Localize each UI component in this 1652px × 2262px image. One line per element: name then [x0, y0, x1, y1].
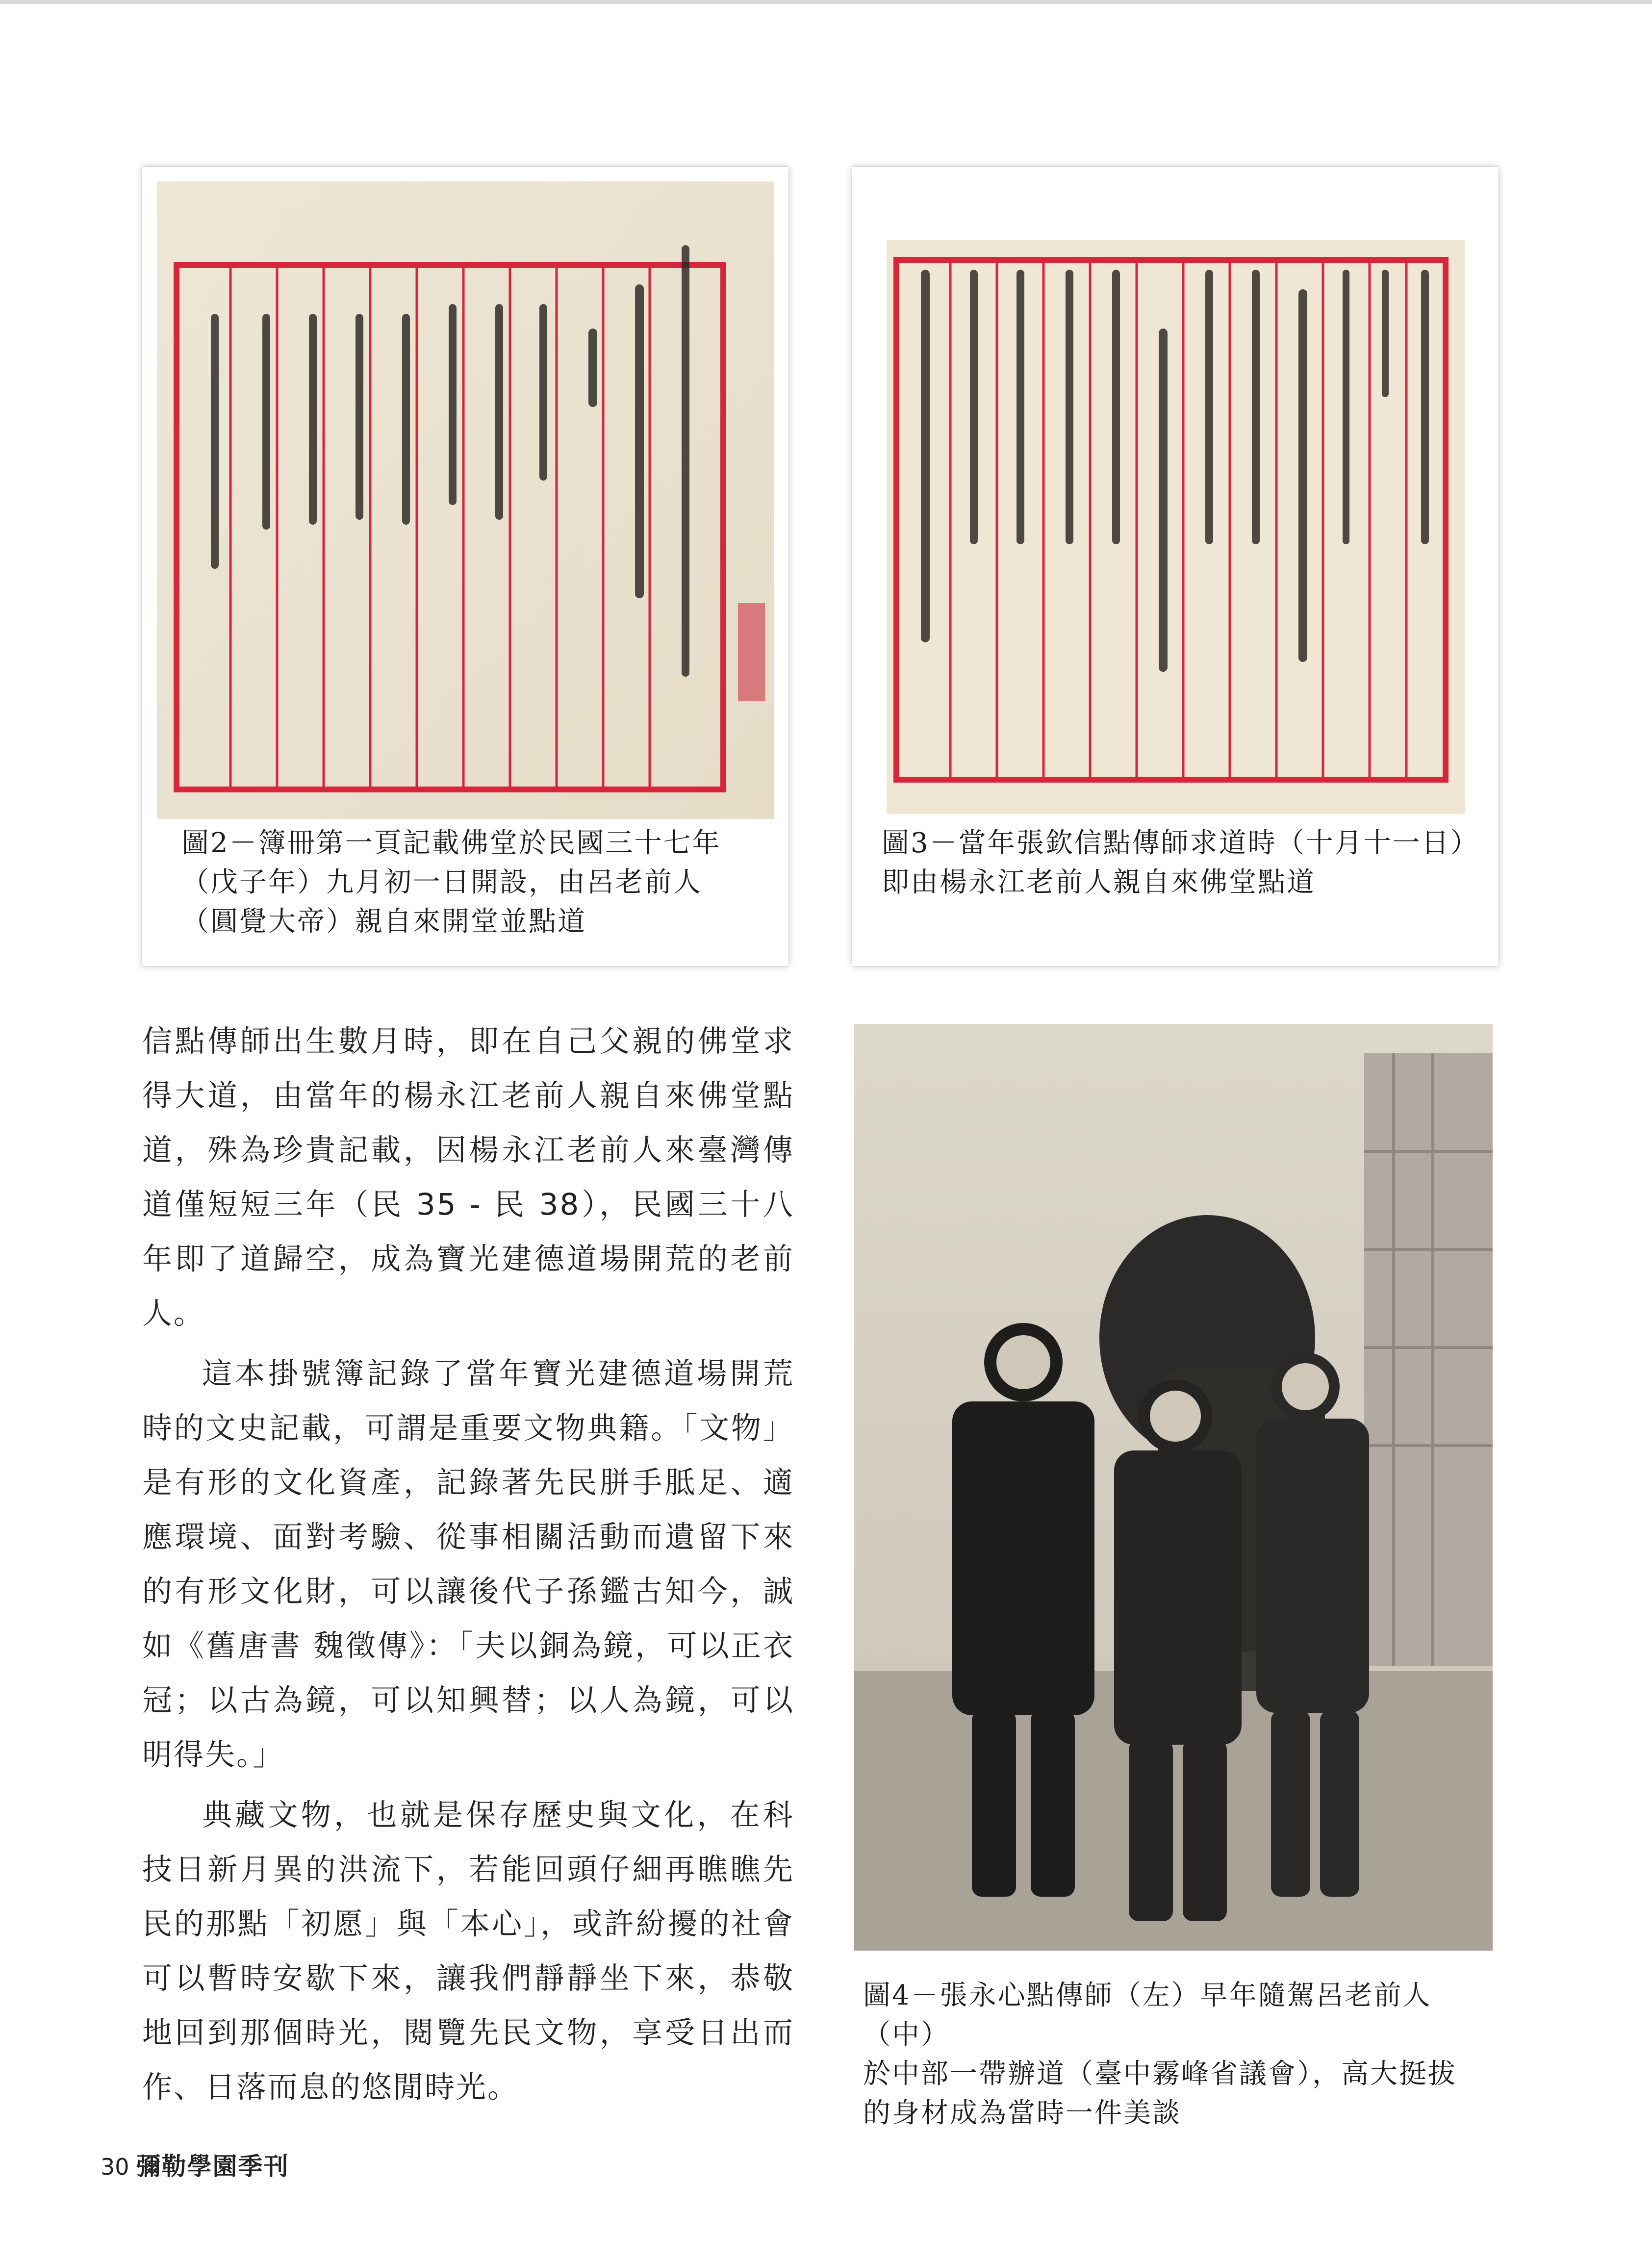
figure-3-card	[852, 167, 1499, 966]
caption-line: 的身材成為當時一件美談	[863, 2097, 1181, 2129]
group-photo-image	[854, 1024, 1493, 1951]
figure-2-card	[142, 167, 788, 966]
top-rule	[0, 0, 1652, 4]
caption-line: （圓覺大帝）親自來開堂並點道	[181, 906, 586, 938]
figure-3-caption	[882, 824, 1490, 902]
body-paragraph: 典藏文物，也就是保存歷史與文化，在科技日新月異的洪流下，若能回頭仔細再瞧瞧先民的那點「初愿」與「本心」，或許紛擾的社會可以暫時安歇下來，讓我們靜靜坐下來，恭敬地回到那個時光，閱覽先民文物，享受日出而作、日落而息的悠閒時光。	[142, 1798, 794, 2105]
journal-title: 彌勒學園季刊	[136, 2152, 289, 2181]
ledger-page-image	[887, 240, 1465, 814]
figure-4-photo	[854, 1024, 1493, 1951]
figure-4-caption	[863, 1976, 1500, 2133]
ledger-page-image	[157, 181, 774, 819]
body-paragraph: 這本掛號簿記錄了當年寶光建德道場開荒時的文史記載，可謂是重要文物典籍。「文物」是有形的文化資產，記錄著先民胼手胝足、適應環境、面對考驗、從事相關活動而遺留下來的有形文化財，可以讓後代子孫鑑古知今，誠如《舊唐書 魏徵傳》：「夫以銅為鏡，可以正衣冠；以古為鏡，可以知興替；以人為鏡，可以明得失。」	[142, 1356, 794, 1772]
figure-2-caption	[181, 824, 770, 941]
article-body	[142, 1014, 794, 2120]
caption-line: 圖4－張永心點傳師（左）早年隨駕呂老前人（中）	[863, 1980, 1432, 2051]
body-paragraph: 信點傳師出生數月時，即在自己父親的佛堂求得大道，由當年的楊永江老前人親自來佛堂點道，殊為珍貴記載，因楊永江老前人來臺灣傳道僅短短三年（民 35 - 民 38），民國三十八年即了道歸空，成為寶光建德道場開荒的老前人。	[142, 1024, 794, 1331]
caption-line: 圖2－簿冊第一頁記載佛堂於民國三十七年	[181, 827, 721, 859]
caption-line: 即由楊永江老前人親自來佛堂點道	[882, 866, 1316, 898]
caption-line: 於中部一帶辦道（臺中霧峰省議會），高大挺拔	[863, 2058, 1457, 2090]
ledger-page-photo	[157, 181, 774, 819]
page-number: 30	[101, 2154, 129, 2180]
ledger-page-photo	[887, 240, 1465, 814]
caption-line: （戊子年）九月初一日開設，由呂老前人	[181, 866, 702, 898]
caption-line: 圖3－當年張欽信點傳師求道時（十月十一日）	[882, 827, 1479, 859]
page-footer	[101, 2147, 289, 2191]
